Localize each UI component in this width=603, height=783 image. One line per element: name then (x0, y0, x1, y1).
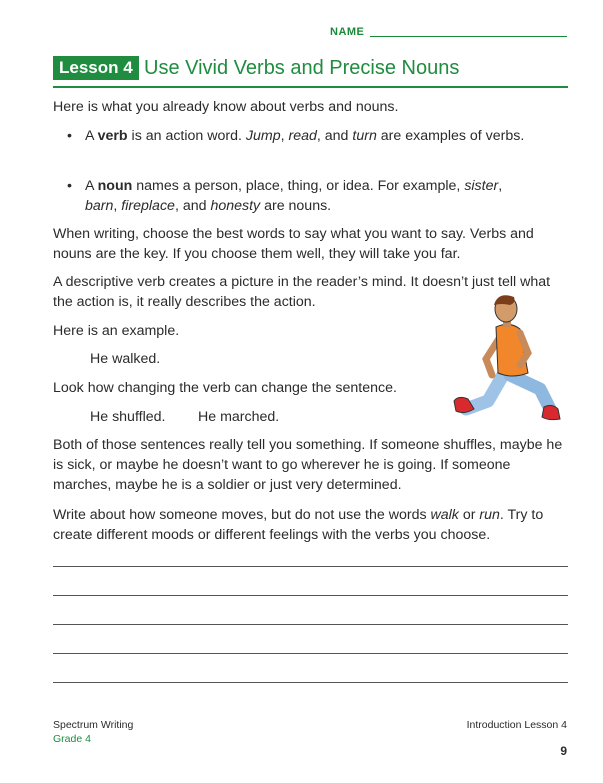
boy-walking-icon (448, 293, 573, 433)
example-intro: Here is an example. (53, 323, 180, 339)
lesson-title: Use Vivid Verbs and Precise Nouns (144, 57, 460, 79)
grade-label: Grade 4 (53, 733, 91, 745)
header-rule (53, 86, 568, 88)
writing-line[interactable] (53, 682, 568, 683)
book-title: Spectrum Writing (53, 719, 134, 731)
bullet-verb-text: A verb is an action word. Jump, read, and turn are examples of verbs. (85, 128, 525, 144)
bullet-dot-icon: • (67, 178, 72, 194)
intro-text: Here is what you already know about verbs and nouns. (53, 99, 399, 115)
descriptive-verb-paragraph: A descriptive verb creates a picture in the reader’s mind. It doesn’t just tell what the action is, it really describes the action. (53, 274, 551, 310)
writing-prompt: Write about how someone moves, but do not use the words walk or run. Try to create different moods or different feelings with the verbs you choose. (53, 507, 544, 543)
both-sentences-paragraph: Both of those sentences really tell you something. If someone shuffles, maybe he is sick, or maybe he doesn’t want to go wherever he is going. If someone marches, maybe he is a soldier or just very determined. (53, 437, 563, 493)
footer-book-info (53, 718, 133, 746)
page-number: 9 (560, 744, 567, 758)
name-label: NAME (330, 26, 365, 38)
bullet-dot-icon: • (67, 128, 72, 144)
footer-section: Introduction Lesson 4 (466, 719, 567, 731)
writing-line[interactable] (53, 653, 568, 654)
name-line[interactable] (370, 36, 567, 37)
lesson-header (53, 56, 568, 82)
when-writing-paragraph: When writing, choose the best words to say what you want to say. Verbs and nouns are the key. If you choose them well, they will take you far. (53, 226, 534, 262)
writing-line[interactable] (53, 624, 568, 625)
example-shuffled: He shuffled. (90, 409, 166, 425)
writing-line[interactable] (53, 566, 568, 567)
bullet-noun-text: A noun names a person, place, thing, or idea. For example, sister, barn, fireplace, and honesty are nouns. (85, 178, 503, 214)
name-field (330, 26, 567, 40)
example-sentence: He walked. (90, 351, 161, 367)
lesson-badge: Lesson 4 (53, 56, 139, 80)
writing-line[interactable] (53, 595, 568, 596)
example-marched: He marched. (198, 409, 280, 425)
look-paragraph: Look how changing the verb can change the sentence. (53, 380, 397, 396)
